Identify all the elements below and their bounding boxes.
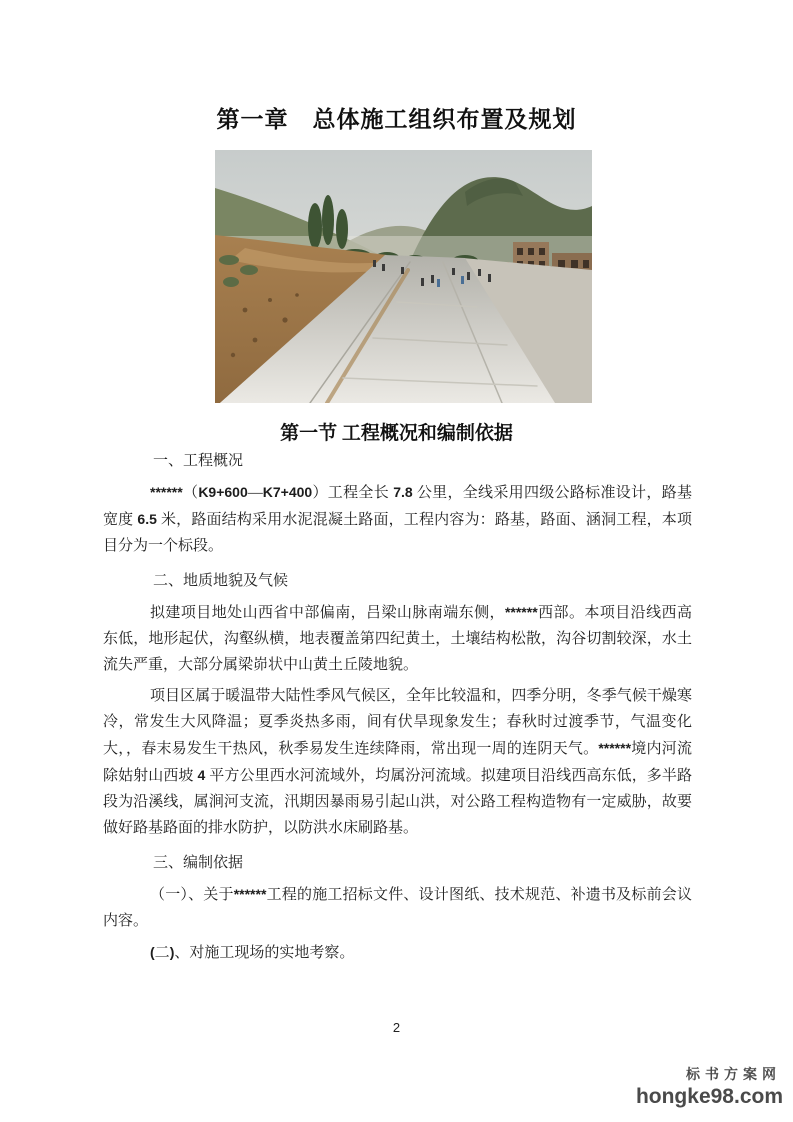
subsection-heading-1: 一、工程概况 bbox=[153, 453, 244, 469]
watermark-logo bbox=[636, 1064, 783, 1109]
section-title: 第一节 工程概况和编制依据 bbox=[280, 423, 513, 444]
paragraph-overview: ******（K9+600—K7+400）工程全长 7.8 公里，全线采用四级公路标准设计，路基宽度 6.5 米，路面结构采用水泥混凝土路面，工程内容为：路基，路面、涵洞工程，本项目分为一个标段。 bbox=[103, 484, 692, 554]
paragraph-basis-1: （一）、关于******工程的施工招标文件、设计图纸、技术规范、补遗书及标前会议内容。 bbox=[103, 886, 692, 929]
subsection-heading-3: 三、编制依据 bbox=[153, 855, 244, 871]
construction-site-photo bbox=[215, 150, 592, 403]
chapter-title: 第一章 总体施工组织布置及规划 bbox=[216, 107, 577, 132]
watermark-site-name: 标书方案网 bbox=[686, 1066, 781, 1082]
paragraph-geology: 拟建项目地处山西省中部偏南，吕梁山脉南端东侧，******西部。本项目沿线西高东低，地形起伏，沟壑纵横，地表覆盖第四纪黄土，土壤结构松散，沟谷切割较深，水土流失严重，大部分属梁峁状中山黄土丘陵地貌。 bbox=[103, 604, 692, 673]
watermark-site-url: hongke98.com bbox=[635, 1085, 783, 1108]
document-body bbox=[103, 448, 692, 971]
paragraph-climate: 项目区属于暖温带大陆性季风气候区，全年比较温和，四季分明，冬季气候干燥寒冷，常发生大风降温；夏季炎热多雨，间有伏旱现象发生；春秋时过渡季节，气温变化大，，春末易发生干热风，秋季易发生连续降雨，常出现一周的连阴天气。******境内河流除姑射山西坡 4 平方公里西水河流域外，均属汾河流域。拟建项目沿线西高东低，多半路段为沿溪线，属涧河支流，汛期因暴雨易引起山洪，对公路工程构造物有一定威胁，故要做好路基路面的排水防护，以防洪水床刷路基。 bbox=[103, 688, 692, 836]
subsection-heading-2: 二、地质地貌及气候 bbox=[153, 573, 289, 589]
page-number: 2 bbox=[392, 1020, 401, 1035]
paragraph-basis-2: (二)、对施工现场的实地考察。 bbox=[150, 944, 355, 961]
photo-illustration bbox=[215, 150, 592, 403]
